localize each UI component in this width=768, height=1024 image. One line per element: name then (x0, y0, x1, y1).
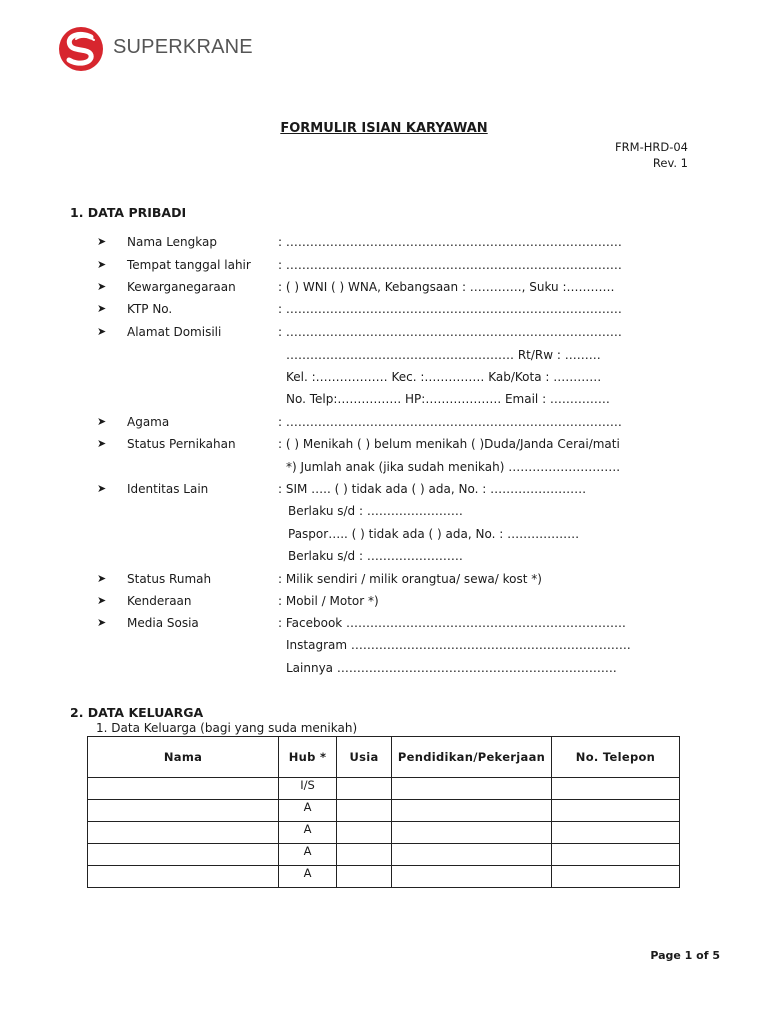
cell-nama[interactable] (88, 866, 279, 888)
label-status-pernikahan: Status Pernikahan (127, 437, 236, 451)
label-nama-lengkap: Nama Lengkap (127, 235, 217, 249)
bullet-icon: ➤ (97, 616, 107, 629)
cell-usia[interactable] (337, 800, 392, 822)
value-ktp-no: : ………………………………………………………………………… (278, 302, 622, 316)
bullet-icon: ➤ (97, 594, 107, 607)
bullet-icon: ➤ (97, 302, 107, 315)
cell-pendidikan[interactable] (392, 800, 552, 822)
value-alamat-rt-rw: ………………………………………………… Rt/Rw : ……… (286, 348, 601, 362)
value-alamat-kel-kec: Kel. :……………… Kec. :…………… Kab/Kota : ………… (286, 370, 602, 384)
label-agama: Agama (127, 415, 170, 429)
brand-name: SUPERKRANE (113, 36, 253, 58)
label-tempat-tanggal-lahir: Tempat tanggal lahir (127, 258, 251, 272)
label-kewarganegaraan: Kewarganegaraan (127, 280, 236, 294)
value-status-rumah: : Milik sendiri / milik orangtua/ sewa/ kost *) (278, 572, 542, 586)
cell-hub: A (279, 800, 337, 822)
label-identitas-lain: Identitas Lain (127, 482, 209, 496)
cell-telepon[interactable] (552, 866, 680, 888)
table-row (88, 866, 680, 888)
cell-telepon[interactable] (552, 778, 680, 800)
cell-usia[interactable] (337, 778, 392, 800)
cell-hub: A (279, 866, 337, 888)
label-status-rumah: Status Rumah (127, 572, 212, 586)
cell-hub: A (279, 844, 337, 866)
bullet-icon: ➤ (97, 482, 107, 495)
value-alamat-telp: No. Telp:……………. HP:………………. Email : …………… (286, 392, 610, 406)
value-nama-lengkap: : ………………………………………………………………………… (278, 235, 622, 249)
bullet-icon: ➤ (97, 572, 107, 585)
col-header-pendidikan: Pendidikan/Pekerjaan (392, 737, 552, 778)
label-ktp-no: KTP No. (127, 302, 173, 316)
cell-telepon[interactable] (552, 844, 680, 866)
col-header-nama: Nama (88, 737, 279, 778)
cell-hub: I/S (279, 778, 337, 800)
value-paspor: Paspor….. ( ) tidak ada ( ) ada, No. : ……………… (288, 527, 580, 541)
label-kenderaan: Kenderaan (127, 594, 192, 608)
value-sim: : SIM ….. ( ) tidak ada ( ) ada, No. : …………………… (278, 482, 587, 496)
section-heading-data-keluarga: 2. DATA KELUARGA (70, 705, 204, 720)
cell-nama[interactable] (88, 844, 279, 866)
col-header-hub: Hub * (279, 737, 337, 778)
value-paspor-berlaku: Berlaku s/d : …………………… (288, 549, 463, 563)
value-sim-berlaku: Berlaku s/d : …………………… (288, 504, 463, 518)
value-facebook: : Facebook ……………………………………………………………. (278, 616, 626, 630)
cell-telepon[interactable] (552, 800, 680, 822)
bullet-icon: ➤ (97, 280, 107, 293)
value-agama: : ………………………………………………………………………… (278, 415, 622, 429)
label-media-sosial: Media Sosia (127, 616, 199, 630)
table-row (88, 822, 680, 844)
cell-nama[interactable] (88, 778, 279, 800)
table-row (88, 800, 680, 822)
cell-pendidikan[interactable] (392, 844, 552, 866)
page-number: Page 1 of 5 (650, 949, 720, 962)
cell-nama[interactable] (88, 800, 279, 822)
bullet-icon: ➤ (97, 325, 107, 338)
cell-pendidikan[interactable] (392, 778, 552, 800)
form-title: FORMULIR ISIAN KARYAWAN (280, 121, 488, 136)
revision: Rev. 1 (652, 156, 688, 170)
table-row (88, 778, 680, 800)
value-kenderaan: : Mobil / Motor *) (278, 594, 379, 608)
cell-pendidikan[interactable] (392, 822, 552, 844)
superkrane-logo-icon (58, 26, 108, 74)
col-header-telepon: No. Telepon (552, 737, 680, 778)
value-status-pernikahan: : ( ) Menikah ( ) belum menikah ( )Duda/Janda Cerai/mati (278, 437, 620, 451)
cell-nama[interactable] (88, 822, 279, 844)
bullet-icon: ➤ (97, 415, 107, 428)
family-table (87, 736, 680, 888)
bullet-icon: ➤ (97, 235, 107, 248)
cell-pendidikan[interactable] (392, 866, 552, 888)
label-alamat-domisili: Alamat Domisili (127, 325, 222, 339)
value-alamat-line-1: : ………………………………………………………………………… (278, 325, 622, 339)
value-tempat-tanggal-lahir: : ………………………………………………………………………… (278, 258, 622, 272)
table-row (88, 844, 680, 866)
bullet-icon: ➤ (97, 437, 107, 450)
cell-hub: A (279, 822, 337, 844)
form-code-block (615, 139, 688, 171)
cell-telepon[interactable] (552, 822, 680, 844)
cell-usia[interactable] (337, 822, 392, 844)
cell-usia[interactable] (337, 844, 392, 866)
value-instagram: Instagram ……………………………………………………………. (286, 638, 631, 652)
value-kewarganegaraan: : ( ) WNI ( ) WNA, Kebangsaan : …………., Suku :………… (278, 280, 615, 294)
bullet-icon: ➤ (97, 258, 107, 271)
value-jumlah-anak: *) Jumlah anak (jika sudah menikah) ………………………. (286, 460, 621, 474)
section-heading-data-pribadi: 1. DATA PRIBADI (70, 205, 187, 220)
subheading-data-keluarga: 1. Data Keluarga (bagi yang suda menikah) (96, 721, 358, 735)
table-header-row (88, 737, 680, 778)
cell-usia[interactable] (337, 866, 392, 888)
col-header-usia: Usia (337, 737, 392, 778)
form-code: FRM-HRD-04 (615, 140, 688, 154)
value-lainnya: Lainnya ……………………………………………………………. (286, 661, 617, 675)
